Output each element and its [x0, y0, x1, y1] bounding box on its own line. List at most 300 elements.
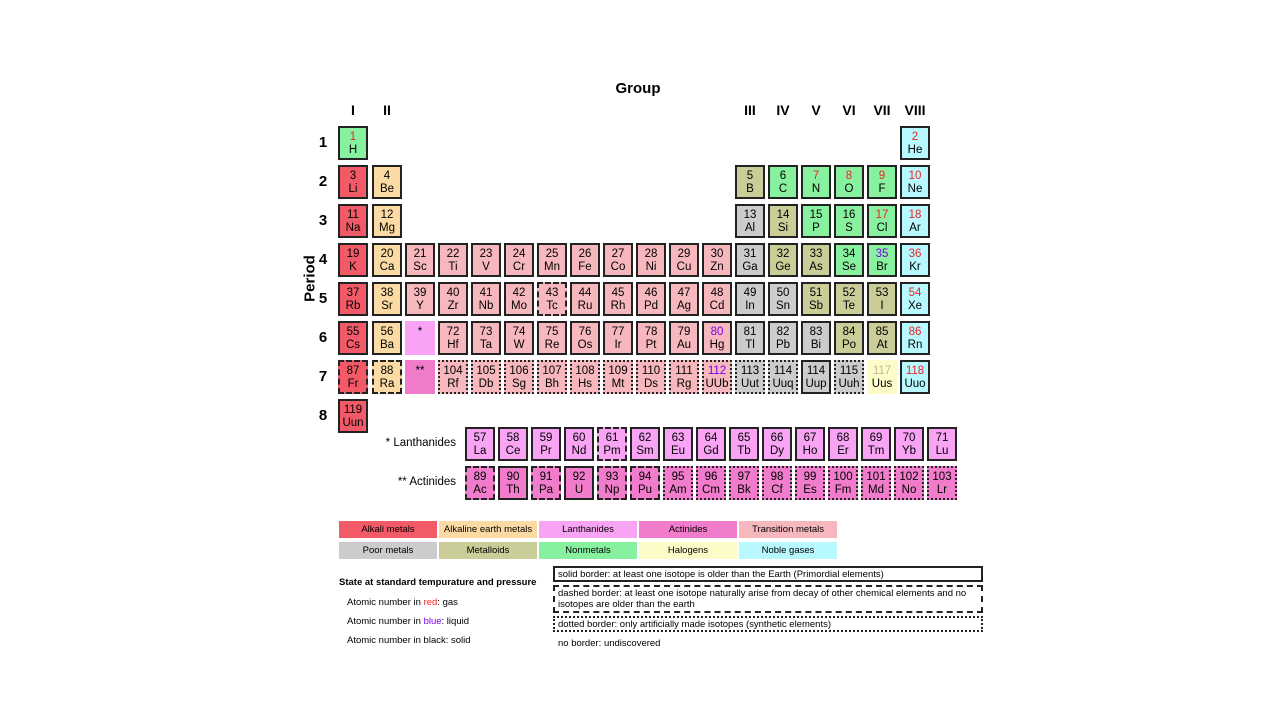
element-cell — [564, 466, 594, 500]
atomic-number: 100 — [833, 471, 853, 483]
atomic-number: 19 — [346, 248, 360, 260]
element-symbol: Bk — [737, 483, 751, 496]
atomic-number: 106 — [509, 365, 529, 377]
element-symbol: Rh — [610, 299, 626, 312]
element-symbol: Gd — [703, 444, 719, 457]
element-symbol: Na — [345, 221, 361, 234]
element-cell — [372, 165, 402, 199]
atomic-number: 13 — [743, 209, 757, 221]
atomic-number: 49 — [743, 287, 757, 299]
element-cell — [735, 360, 765, 394]
atomic-number: 29 — [677, 248, 691, 260]
element-cell — [537, 282, 567, 316]
element-symbol: Pd — [643, 299, 659, 312]
atomic-number: 23 — [479, 248, 493, 260]
element-symbol: Sc — [413, 260, 427, 273]
atomic-number: 114 — [806, 365, 826, 377]
atomic-number: 36 — [908, 248, 922, 260]
element-cell — [338, 399, 368, 433]
atomic-number: 39 — [413, 287, 427, 299]
atomic-number: 24 — [512, 248, 526, 260]
element-cell — [801, 282, 831, 316]
atomic-number: 101 — [866, 471, 886, 483]
atomic-number: 46 — [644, 287, 658, 299]
element-cell — [702, 282, 732, 316]
element-symbol: Cl — [876, 221, 888, 234]
atomic-number: 27 — [611, 248, 625, 260]
element-symbol: Mn — [544, 260, 560, 273]
atomic-number: 54 — [908, 287, 922, 299]
atomic-number: 57 — [473, 432, 487, 444]
element-symbol: Dy — [769, 444, 785, 457]
element-symbol: Fr — [347, 377, 359, 390]
atomic-number: 79 — [677, 326, 691, 338]
atomic-number: 84 — [842, 326, 856, 338]
element-cell — [597, 427, 627, 461]
element-symbol: Uuo — [904, 377, 926, 390]
element-symbol: Uus — [871, 377, 893, 390]
group-label: VI — [842, 102, 856, 118]
element-cell — [861, 427, 891, 461]
element-symbol: Mg — [379, 221, 395, 234]
element-cell — [735, 165, 765, 199]
atomic-number: 81 — [743, 326, 757, 338]
legend-item: Nonmetals — [539, 542, 637, 559]
period-axis-label: Period — [301, 255, 319, 302]
atomic-number: 37 — [346, 287, 360, 299]
element-symbol: Uup — [805, 377, 827, 390]
atomic-number: 10 — [908, 170, 922, 182]
element-cell — [504, 282, 534, 316]
atomic-number: 99 — [803, 471, 817, 483]
element-cell — [702, 360, 732, 394]
atomic-number: 72 — [446, 326, 460, 338]
atomic-number: 45 — [611, 287, 625, 299]
element-cell — [372, 321, 402, 355]
atomic-number: 111 — [675, 365, 693, 377]
element-cell — [735, 204, 765, 238]
period-label: 7 — [318, 368, 328, 385]
element-cell — [669, 243, 699, 277]
lanthanides-placeholder — [405, 321, 435, 355]
state-gas-suffix: : gas — [437, 597, 458, 608]
element-symbol: Bh — [544, 377, 560, 390]
element-symbol: Ca — [379, 260, 395, 273]
element-cell — [603, 282, 633, 316]
element-cell — [867, 204, 897, 238]
element-cell — [603, 321, 633, 355]
element-cell — [498, 466, 528, 500]
element-cell — [438, 243, 468, 277]
element-symbol: Re — [544, 338, 560, 351]
group-label: I — [351, 102, 355, 118]
atomic-number: 35 — [875, 248, 889, 260]
element-cell — [630, 427, 660, 461]
element-cell — [338, 321, 368, 355]
atomic-number: 109 — [608, 365, 628, 377]
element-symbol: UUb — [705, 377, 729, 390]
element-symbol: Nd — [571, 444, 587, 457]
element-symbol: Er — [837, 444, 849, 457]
element-symbol: Rn — [907, 338, 923, 351]
element-cell — [636, 321, 666, 355]
element-symbol: No — [901, 483, 917, 496]
element-cell — [834, 204, 864, 238]
atomic-number: 110 — [641, 365, 661, 377]
element-symbol: Rb — [345, 299, 361, 312]
atomic-number: 90 — [506, 471, 520, 483]
element-symbol: Al — [744, 221, 756, 234]
element-symbol: Ne — [907, 182, 923, 195]
element-cell — [762, 427, 792, 461]
element-symbol: Pu — [637, 483, 653, 496]
element-symbol: Np — [604, 483, 620, 496]
element-symbol: Pr — [540, 444, 552, 457]
element-cell — [537, 243, 567, 277]
element-symbol: He — [907, 143, 923, 156]
element-symbol: Tb — [737, 444, 751, 457]
atomic-number: 97 — [737, 471, 751, 483]
element-symbol: Fe — [578, 260, 592, 273]
element-symbol: Lu — [935, 444, 949, 457]
group-label: VII — [873, 102, 891, 118]
element-symbol: Hg — [709, 338, 725, 351]
atomic-number: 60 — [572, 432, 586, 444]
element-symbol: W — [513, 338, 525, 351]
element-cell — [372, 360, 402, 394]
atomic-number: 31 — [743, 248, 757, 260]
element-symbol: B — [746, 182, 754, 195]
element-cell — [768, 243, 798, 277]
element-cell — [762, 466, 792, 500]
element-symbol: Th — [506, 483, 520, 496]
element-symbol: V — [482, 260, 490, 273]
atomic-number: 52 — [842, 287, 856, 299]
element-cell — [834, 165, 864, 199]
atomic-number: 119 — [343, 404, 363, 416]
element-cell — [729, 427, 759, 461]
element-symbol: Cf — [771, 483, 783, 496]
period-label: 1 — [318, 134, 328, 151]
atomic-number: 112 — [707, 365, 727, 377]
atomic-number: 76 — [578, 326, 592, 338]
element-cell — [471, 360, 501, 394]
atomic-number: 34 — [842, 248, 856, 260]
atomic-number: 78 — [644, 326, 658, 338]
atomic-number: 108 — [575, 365, 595, 377]
element-cell — [405, 243, 435, 277]
element-cell — [768, 321, 798, 355]
element-cell — [801, 243, 831, 277]
atomic-number: 96 — [704, 471, 718, 483]
atomic-number: 6 — [779, 170, 787, 182]
element-symbol: Ti — [448, 260, 458, 273]
atomic-number: 41 — [479, 287, 493, 299]
element-cell — [504, 243, 534, 277]
element-symbol: Ac — [473, 483, 487, 496]
atomic-number: 2 — [911, 131, 919, 143]
element-cell — [570, 360, 600, 394]
element-cell — [570, 321, 600, 355]
atomic-number: 16 — [842, 209, 856, 221]
element-symbol: Cr — [512, 260, 526, 273]
atomic-number: 17 — [875, 209, 889, 221]
dotted-border-note: dotted border: only artificially made isotopes (synthetic elements) — [553, 616, 983, 632]
element-cell — [504, 360, 534, 394]
atomic-number: 115 — [839, 365, 859, 377]
group-axis-title: Group — [615, 80, 661, 97]
atomic-number: 87 — [346, 365, 360, 377]
element-cell — [927, 427, 957, 461]
legend-item: Actinides — [639, 521, 737, 538]
element-cell — [663, 427, 693, 461]
legend-item: Noble gases — [739, 542, 837, 559]
element-cell — [663, 466, 693, 500]
actinides-placeholder — [405, 360, 435, 394]
element-cell — [927, 466, 957, 500]
element-cell — [768, 360, 798, 394]
state-gas-word: red — [423, 597, 438, 608]
element-cell — [636, 282, 666, 316]
state-liquid-suffix: : liquid — [441, 616, 469, 627]
state-legend-title: State at standard tempurature and pressure — [339, 577, 537, 588]
element-cell — [630, 466, 660, 500]
element-cell — [338, 360, 368, 394]
element-cell — [471, 321, 501, 355]
element-symbol: Bi — [810, 338, 822, 351]
element-symbol: Sg — [511, 377, 527, 390]
atomic-number: 42 — [512, 287, 526, 299]
atomic-number: 51 — [809, 287, 823, 299]
element-symbol: Au — [676, 338, 692, 351]
element-cell — [735, 321, 765, 355]
element-cell — [338, 165, 368, 199]
element-symbol: Sn — [775, 299, 791, 312]
element-cell — [834, 321, 864, 355]
atomic-number: 67 — [803, 432, 817, 444]
element-cell — [338, 282, 368, 316]
atomic-number: 83 — [809, 326, 823, 338]
element-symbol: Cm — [702, 483, 720, 496]
element-cell — [702, 243, 732, 277]
element-symbol: Li — [348, 182, 358, 195]
no-border-note: no border: undiscovered — [558, 638, 661, 649]
atomic-number: 94 — [638, 471, 652, 483]
element-symbol: Kr — [909, 260, 921, 273]
atomic-number: 5 — [746, 170, 754, 182]
atomic-number: 50 — [776, 287, 790, 299]
state-liquid-note — [347, 616, 469, 627]
element-symbol: Pa — [538, 483, 554, 496]
element-cell — [828, 427, 858, 461]
element-cell — [894, 427, 924, 461]
element-cell — [828, 466, 858, 500]
atomic-number: 8 — [845, 170, 853, 182]
element-cell — [603, 243, 633, 277]
element-cell — [338, 126, 368, 160]
element-symbol: Zn — [710, 260, 724, 273]
element-symbol: Uuh — [838, 377, 860, 390]
element-cell — [900, 321, 930, 355]
element-symbol: Db — [478, 377, 494, 390]
element-cell — [537, 360, 567, 394]
element-cell — [900, 204, 930, 238]
atomic-number: 64 — [704, 432, 718, 444]
atomic-number: 1 — [349, 131, 357, 143]
element-cell — [834, 282, 864, 316]
atomic-number: 47 — [677, 287, 691, 299]
placeholder-marker: ** — [415, 365, 425, 377]
state-liquid-word: blue — [423, 616, 442, 627]
atomic-number: 61 — [605, 432, 619, 444]
element-cell — [405, 282, 435, 316]
legend-item: Halogens — [639, 542, 737, 559]
legend-item: Transition metals — [739, 521, 837, 538]
atomic-number: 25 — [545, 248, 559, 260]
period-label: 6 — [318, 329, 328, 346]
atomic-number: 43 — [545, 287, 559, 299]
period-label: 8 — [318, 407, 328, 424]
element-symbol: Xe — [907, 299, 923, 312]
state-gas-prefix: Atomic number in — [347, 597, 424, 608]
element-cell — [801, 321, 831, 355]
element-cell — [372, 204, 402, 238]
atomic-number: 63 — [671, 432, 685, 444]
element-symbol: Ho — [802, 444, 818, 457]
atomic-number: 118 — [905, 365, 925, 377]
element-cell — [504, 321, 534, 355]
dashed-border-note: dashed border: at least one isotope naturally arise from decay of other chemical elements and no isotopes are older than the earth — [553, 585, 983, 613]
element-cell — [531, 466, 561, 500]
element-symbol: Si — [777, 221, 789, 234]
element-cell — [438, 282, 468, 316]
element-cell — [801, 165, 831, 199]
element-symbol: U — [574, 483, 584, 496]
element-symbol: Tl — [745, 338, 755, 351]
group-label: III — [744, 102, 756, 118]
atomic-number: 89 — [473, 471, 487, 483]
atomic-number: 75 — [545, 326, 559, 338]
element-cell — [900, 165, 930, 199]
atomic-number: 71 — [935, 432, 949, 444]
atomic-number: 9 — [878, 170, 886, 182]
atomic-number: 32 — [776, 248, 790, 260]
atomic-number: 86 — [908, 326, 922, 338]
element-cell — [537, 321, 567, 355]
element-cell — [894, 466, 924, 500]
element-symbol: Es — [803, 483, 817, 496]
atomic-number: 114 — [773, 365, 793, 377]
element-cell — [498, 427, 528, 461]
atomic-number: 11 — [347, 209, 359, 221]
atomic-number: 107 — [542, 365, 562, 377]
atomic-number: 58 — [506, 432, 520, 444]
atomic-number: 53 — [875, 287, 889, 299]
element-symbol: O — [844, 182, 854, 195]
element-symbol: P — [812, 221, 820, 234]
element-cell — [768, 165, 798, 199]
element-symbol: Ba — [379, 338, 395, 351]
element-cell — [867, 321, 897, 355]
atomic-number: 44 — [578, 287, 592, 299]
atomic-number: 69 — [869, 432, 883, 444]
element-cell — [867, 282, 897, 316]
atomic-number: 33 — [809, 248, 823, 260]
atomic-number: 102 — [899, 471, 919, 483]
element-cell — [834, 243, 864, 277]
element-symbol: Ru — [577, 299, 593, 312]
atomic-number: 74 — [512, 326, 526, 338]
element-cell — [438, 360, 468, 394]
atomic-number: 104 — [443, 365, 463, 377]
element-cell — [669, 282, 699, 316]
element-symbol: H — [348, 143, 358, 156]
element-symbol: Sb — [808, 299, 824, 312]
element-cell — [768, 282, 798, 316]
element-symbol: Cd — [709, 299, 725, 312]
element-symbol: Ce — [505, 444, 521, 457]
element-symbol: Hs — [577, 377, 593, 390]
element-symbol: Be — [379, 182, 395, 195]
element-symbol: Md — [868, 483, 884, 496]
solid-border-note: solid border: at least one isotope is older than the Earth (Primordial elements) — [553, 566, 983, 582]
period-label: 3 — [318, 212, 328, 229]
legend-item: Alkaline earth metals — [439, 521, 537, 538]
element-cell — [603, 360, 633, 394]
element-symbol: As — [809, 260, 823, 273]
lanthanides-series-label: * Lanthanides — [385, 437, 456, 449]
atomic-number: 88 — [380, 365, 394, 377]
element-symbol: Co — [610, 260, 626, 273]
element-cell — [338, 243, 368, 277]
element-cell — [900, 282, 930, 316]
element-symbol: Sr — [381, 299, 393, 312]
element-cell — [861, 466, 891, 500]
element-symbol: Ni — [645, 260, 657, 273]
element-symbol: Ge — [775, 260, 791, 273]
element-symbol: Fm — [834, 483, 852, 496]
atomic-number: 98 — [770, 471, 784, 483]
element-symbol: Br — [876, 260, 888, 273]
element-cell — [438, 321, 468, 355]
atomic-number: 70 — [902, 432, 916, 444]
element-symbol: K — [349, 260, 357, 273]
atomic-number: 26 — [578, 248, 592, 260]
element-symbol: I — [880, 299, 884, 312]
element-cell — [795, 466, 825, 500]
element-cell — [735, 243, 765, 277]
atomic-number: 73 — [479, 326, 493, 338]
element-symbol: C — [778, 182, 788, 195]
atomic-number: 22 — [446, 248, 460, 260]
atomic-number: 55 — [346, 326, 360, 338]
element-symbol: Ar — [909, 221, 921, 234]
element-symbol: Sm — [636, 444, 654, 457]
element-symbol: Mo — [511, 299, 527, 312]
atomic-number: 82 — [776, 326, 790, 338]
element-cell — [465, 466, 495, 500]
atomic-number: 68 — [836, 432, 850, 444]
atomic-number: 12 — [380, 209, 394, 221]
element-cell — [570, 243, 600, 277]
element-cell — [372, 282, 402, 316]
element-symbol: Hf — [447, 338, 459, 351]
atomic-number: 30 — [710, 248, 724, 260]
period-label: 2 — [318, 173, 328, 190]
element-symbol: Pm — [603, 444, 621, 457]
element-symbol: Ta — [479, 338, 493, 351]
element-cell — [702, 321, 732, 355]
